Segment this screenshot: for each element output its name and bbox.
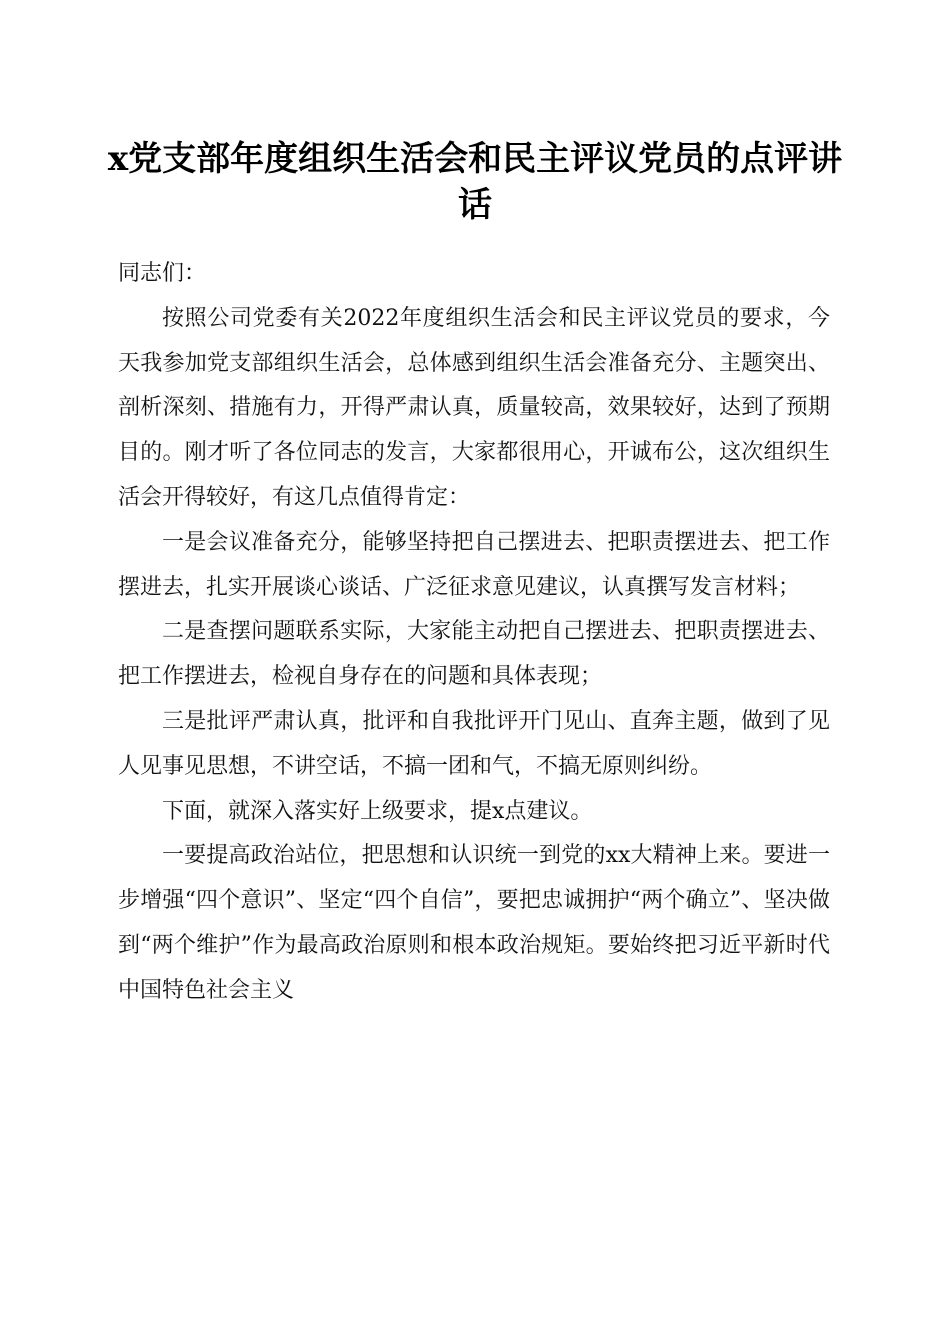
paragraph-point-two: 二是查摆问题联系实际，大家能主动把自己摆进去、把职责摆进去、把工作摆进去，检视自身存在的问题和具体表现； — [118, 619, 830, 690]
greeting: 同志们： — [118, 261, 207, 286]
paragraph-suggestion-one: 一要提高政治站位，把思想和认识统一到党的xx大精神上来。要进一步增强“四个意识”、坚定“四个自信”，要把忠诚拥护“两个确立”、坚决做到“两个维护”作为最高政治原则和根本政治规矩。要始终把习近平新时代中国特色社会主义 — [118, 843, 830, 1003]
paragraph-intro: 按照公司党委有关2022年度组织生活会和民主评议党员的要求，今天我参加党支部组织生活会，总体感到组织生活会准备充分、主题突出、剖析深刻、措施有力，开得严肃认真，质量较高，效果较好，达到了预期目的。刚才听了各位同志的发言，大家都很用心，开诚布公，这次组织生活会开得较好，有这几点值得肯定： — [118, 305, 830, 510]
document-body — [118, 252, 830, 1014]
paragraph-point-one: 一是会议准备充分，能够坚持把自己摆进去、把职责摆进去、把工作摆进去，扎实开展谈心谈话、广泛征求意见建议，认真撰写发言材料； — [118, 529, 830, 600]
paragraph-point-three: 三是批评严肃认真，批评和自我批评开门见山、直奔主题，做到了见人见事见思想，不讲空话，不搞一团和气，不搞无原则纠纷。 — [118, 708, 830, 779]
document-title: x党支部年度组织生活会和民主评议党员的点评讲话 — [107, 139, 843, 225]
paragraph-transition: 下面，就深入落实好上级要求，提x点建议。 — [162, 798, 593, 824]
